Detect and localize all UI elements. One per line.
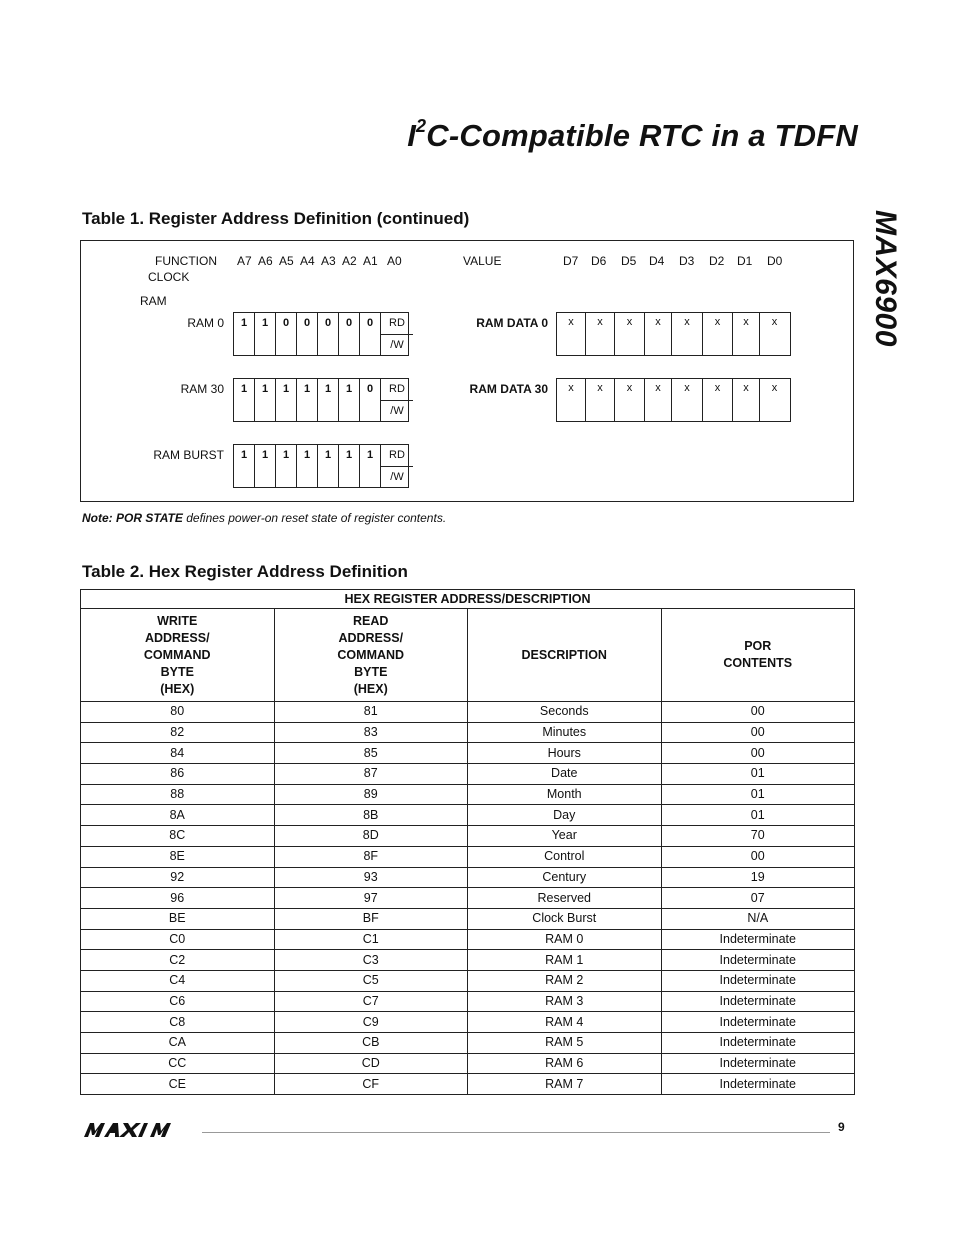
data-bit-cell: x xyxy=(771,382,778,394)
data-bit-header: D5 xyxy=(621,254,637,268)
table-cell: 81 xyxy=(274,702,468,723)
table1-function-header: FUNCTION xyxy=(155,254,217,268)
table-cell: Minutes xyxy=(468,722,662,743)
footer-rule xyxy=(202,1132,830,1133)
table-cell: C9 xyxy=(274,1012,468,1033)
table-cell: Indeterminate xyxy=(661,970,855,991)
table-cell: CE xyxy=(81,1074,275,1095)
table-row xyxy=(81,991,855,1012)
table-cell: Control xyxy=(468,846,662,867)
maxim-logo xyxy=(84,1122,192,1143)
column-header-line: ADDRESS/ xyxy=(338,630,404,645)
table-row xyxy=(81,1053,855,1074)
data-bit-cell: x xyxy=(703,313,733,355)
data-bit-cell: x xyxy=(703,379,733,421)
part-number-side-title: MAX6900 xyxy=(869,210,902,347)
data-bit-cell: x xyxy=(733,313,760,355)
table-cell: 86 xyxy=(81,764,275,785)
table1-clock-header: CLOCK xyxy=(148,270,190,284)
table-row xyxy=(81,846,855,867)
address-bit-cell: 1 xyxy=(297,445,318,487)
data-bit-header: D7 xyxy=(563,254,579,268)
address-bit-cell: 1 xyxy=(234,445,255,487)
table1-note: Note: POR STATE defines power-on reset state of register contents. xyxy=(82,511,447,525)
address-bit-cell: 1 xyxy=(234,313,255,355)
address-bit-header: A3 xyxy=(321,254,336,268)
page-number: 9 xyxy=(838,1120,845,1134)
data-bit-box xyxy=(556,312,791,356)
table-row xyxy=(81,805,855,826)
address-bit-cell: 1 xyxy=(255,379,276,421)
table-cell: C6 xyxy=(81,991,275,1012)
table-cell: C5 xyxy=(274,970,468,991)
table-row xyxy=(81,702,855,723)
column-header-line: ADDRESS/ xyxy=(144,630,210,645)
table-cell: RAM 1 xyxy=(468,950,662,971)
table2-column-header xyxy=(274,609,468,702)
column-header-line: READ xyxy=(353,613,389,628)
table-cell: 8D xyxy=(274,826,468,847)
table-cell: RAM 2 xyxy=(468,970,662,991)
table-cell: CC xyxy=(81,1053,275,1074)
register-row-label: RAM 30 xyxy=(180,382,224,396)
rd-label: RD xyxy=(381,313,413,335)
table-cell: C0 xyxy=(81,929,275,950)
data-bit-box xyxy=(556,378,791,422)
column-header-line: (HEX) xyxy=(353,681,388,696)
address-bit-cell: 1 xyxy=(255,313,276,355)
table-cell: RAM 6 xyxy=(468,1053,662,1074)
address-bit-cell: 0 xyxy=(360,379,381,421)
w-label: /W xyxy=(390,339,404,351)
table-cell: Indeterminate xyxy=(661,1053,855,1074)
table-cell: 01 xyxy=(661,764,855,785)
hex-register-table xyxy=(80,589,855,1095)
table-cell: 84 xyxy=(81,743,275,764)
table-cell: CD xyxy=(274,1053,468,1074)
table-row xyxy=(81,1033,855,1054)
data-bit-cell: x xyxy=(645,313,672,355)
table-cell: RAM 7 xyxy=(468,1074,662,1095)
table-cell: 83 xyxy=(274,722,468,743)
w-label: /W xyxy=(390,405,404,417)
address-bit-header: A6 xyxy=(258,254,273,268)
column-header-line: CONTENTS xyxy=(723,656,793,670)
data-bit-cell: x xyxy=(645,379,672,421)
table-cell: 00 xyxy=(661,722,855,743)
address-bit-cell: 1 xyxy=(234,379,255,421)
address-bit-box xyxy=(233,312,409,356)
table-row xyxy=(81,743,855,764)
address-bit-cell: 0 xyxy=(276,313,297,355)
table-cell: 97 xyxy=(274,888,468,909)
table1-title: Table 1. Register Address Definition (continued) xyxy=(82,209,470,228)
table-row xyxy=(81,908,855,929)
table-row xyxy=(81,764,855,785)
table-cell: Indeterminate xyxy=(661,1012,855,1033)
address-bit-box xyxy=(233,378,409,422)
data-bit-cell: x xyxy=(615,313,645,355)
data-bit-cell: x xyxy=(557,313,586,355)
table-row xyxy=(81,826,855,847)
column-header-line: WRITE xyxy=(157,613,198,628)
table-cell: Century xyxy=(468,867,662,888)
table-cell: RAM 0 xyxy=(468,929,662,950)
table-cell: Indeterminate xyxy=(661,950,855,971)
table-cell: 8A xyxy=(81,805,275,826)
rd-label: RD xyxy=(381,445,413,467)
table-cell: Date xyxy=(468,764,662,785)
table-cell: RAM 4 xyxy=(468,1012,662,1033)
value-row-label: RAM DATA 30 xyxy=(469,382,548,396)
table-cell: 93 xyxy=(274,867,468,888)
table-row xyxy=(81,722,855,743)
register-row-label: RAM 0 xyxy=(187,316,224,330)
column-header-line: (HEX) xyxy=(160,681,195,696)
address-bit-cell: 1 xyxy=(318,379,339,421)
table-cell: C2 xyxy=(81,950,275,971)
table-row xyxy=(81,1074,855,1095)
column-header-line: BYTE xyxy=(160,664,194,679)
table-cell: Indeterminate xyxy=(661,929,855,950)
table1-value-header: VALUE xyxy=(463,254,502,268)
table-cell: 00 xyxy=(661,702,855,723)
table-cell: Indeterminate xyxy=(661,1074,855,1095)
table-cell: 82 xyxy=(81,722,275,743)
table-cell: N/A xyxy=(661,908,855,929)
table-cell: C8 xyxy=(81,1012,275,1033)
table-cell: 85 xyxy=(274,743,468,764)
table-cell: 8E xyxy=(81,846,275,867)
table-cell: Reserved xyxy=(468,888,662,909)
table-cell: 8B xyxy=(274,805,468,826)
rd-w-cell xyxy=(381,445,413,489)
table-cell: 00 xyxy=(661,743,855,764)
table2-column-header xyxy=(81,609,275,702)
table-cell: 8C xyxy=(81,826,275,847)
table2-column-header xyxy=(661,609,855,702)
address-bit-cell: 0 xyxy=(339,313,360,355)
table-cell: C1 xyxy=(274,929,468,950)
ram-section-label: RAM xyxy=(140,294,167,308)
table-cell: Day xyxy=(468,805,662,826)
value-row-label: RAM DATA 0 xyxy=(476,316,548,330)
table-cell: 00 xyxy=(661,846,855,867)
table-cell: Indeterminate xyxy=(661,991,855,1012)
table-cell: 92 xyxy=(81,867,275,888)
table-cell: Indeterminate xyxy=(661,1033,855,1054)
table-cell: C7 xyxy=(274,991,468,1012)
column-header-line: BYTE xyxy=(354,664,388,679)
rd-w-cell xyxy=(381,313,413,357)
data-bit-header: D1 xyxy=(737,254,753,268)
table-cell: CF xyxy=(274,1074,468,1095)
address-bit-header: A1 xyxy=(363,254,378,268)
address-bit-cell: 1 xyxy=(318,445,339,487)
rd-w-cell xyxy=(381,379,413,423)
data-bit-cell: x xyxy=(672,313,703,355)
address-bit-cell: 1 xyxy=(255,445,276,487)
page-title: $I^2C$-Compatible RTC in a TDFN xyxy=(407,116,858,153)
address-bit-cell: 0 xyxy=(318,313,339,355)
column-header-line: COMMAND xyxy=(143,647,211,662)
address-bit-cell: 1 xyxy=(276,445,297,487)
address-bit-cell: 1 xyxy=(339,379,360,421)
table-cell: BE xyxy=(81,908,275,929)
table-row xyxy=(81,1012,855,1033)
table-cell: 07 xyxy=(661,888,855,909)
table-cell: RAM 5 xyxy=(468,1033,662,1054)
table-row xyxy=(81,784,855,805)
table1-box xyxy=(80,240,854,502)
address-bit-cell: 0 xyxy=(360,313,381,355)
table2-title: Table 2. Hex Register Address Definition xyxy=(82,562,408,581)
data-bit-cell: x xyxy=(615,379,645,421)
table-cell: 01 xyxy=(661,805,855,826)
rd-label: RD xyxy=(381,379,413,401)
table2-body xyxy=(81,702,855,1095)
column-header-line: DESCRIPTION xyxy=(521,647,607,662)
table-cell: Seconds xyxy=(468,702,662,723)
data-bit-cell: x xyxy=(733,379,760,421)
data-bit-cell: x xyxy=(672,379,703,421)
address-bit-header: A0 xyxy=(387,254,402,268)
address-bit-box xyxy=(233,444,409,488)
table-row xyxy=(81,970,855,991)
table-cell: Clock Burst xyxy=(468,908,662,929)
data-bit-header: D2 xyxy=(709,254,725,268)
table-row xyxy=(81,929,855,950)
table-row xyxy=(81,888,855,909)
address-bit-header: A5 xyxy=(279,254,294,268)
data-bit-cell: x xyxy=(586,313,615,355)
address-bit-header: A7 xyxy=(237,254,252,268)
table2-caption: HEX REGISTER ADDRESS/DESCRIPTION xyxy=(81,590,855,609)
maxim-logo-icon xyxy=(84,1122,192,1138)
data-bit-header: D6 xyxy=(591,254,607,268)
table-cell: CB xyxy=(274,1033,468,1054)
table-cell: 88 xyxy=(81,784,275,805)
table-cell: Hours xyxy=(468,743,662,764)
w-label: /W xyxy=(390,471,404,483)
address-bit-cell: 1 xyxy=(297,379,318,421)
table2-column-header xyxy=(468,609,662,702)
address-bit-header: A4 xyxy=(300,254,315,268)
table-cell: BF xyxy=(274,908,468,929)
table-cell: RAM 3 xyxy=(468,991,662,1012)
address-bit-cell: 1 xyxy=(339,445,360,487)
table-cell: 19 xyxy=(661,867,855,888)
table-cell: 8F xyxy=(274,846,468,867)
svg-text:MAXIM: MAXIM xyxy=(84,1122,88,1123)
register-row-label: RAM BURST xyxy=(153,448,224,462)
column-header-line: POR xyxy=(744,639,772,653)
table2-column-headers xyxy=(81,609,855,702)
address-bit-cell: 0 xyxy=(297,313,318,355)
data-bit-header: D3 xyxy=(679,254,695,268)
data-bit-cell: x xyxy=(586,379,615,421)
address-bit-header: A2 xyxy=(342,254,357,268)
data-bit-cell: x xyxy=(771,316,778,328)
table-row xyxy=(81,950,855,971)
table-cell: 89 xyxy=(274,784,468,805)
column-header-line: COMMAND xyxy=(337,647,405,662)
table-cell: 70 xyxy=(661,826,855,847)
data-bit-cell: x xyxy=(557,379,586,421)
table-cell: C3 xyxy=(274,950,468,971)
address-bit-cell: 1 xyxy=(276,379,297,421)
table-cell: Month xyxy=(468,784,662,805)
table-cell: CA xyxy=(81,1033,275,1054)
table-cell: C4 xyxy=(81,970,275,991)
table-cell: 80 xyxy=(81,702,275,723)
address-bit-cell: 1 xyxy=(360,445,381,487)
table-cell: 87 xyxy=(274,764,468,785)
table-cell: 01 xyxy=(661,784,855,805)
data-bit-header: D0 xyxy=(767,254,783,268)
data-bit-header: D4 xyxy=(649,254,665,268)
table-cell: 96 xyxy=(81,888,275,909)
table-cell: Year xyxy=(468,826,662,847)
table-row xyxy=(81,867,855,888)
